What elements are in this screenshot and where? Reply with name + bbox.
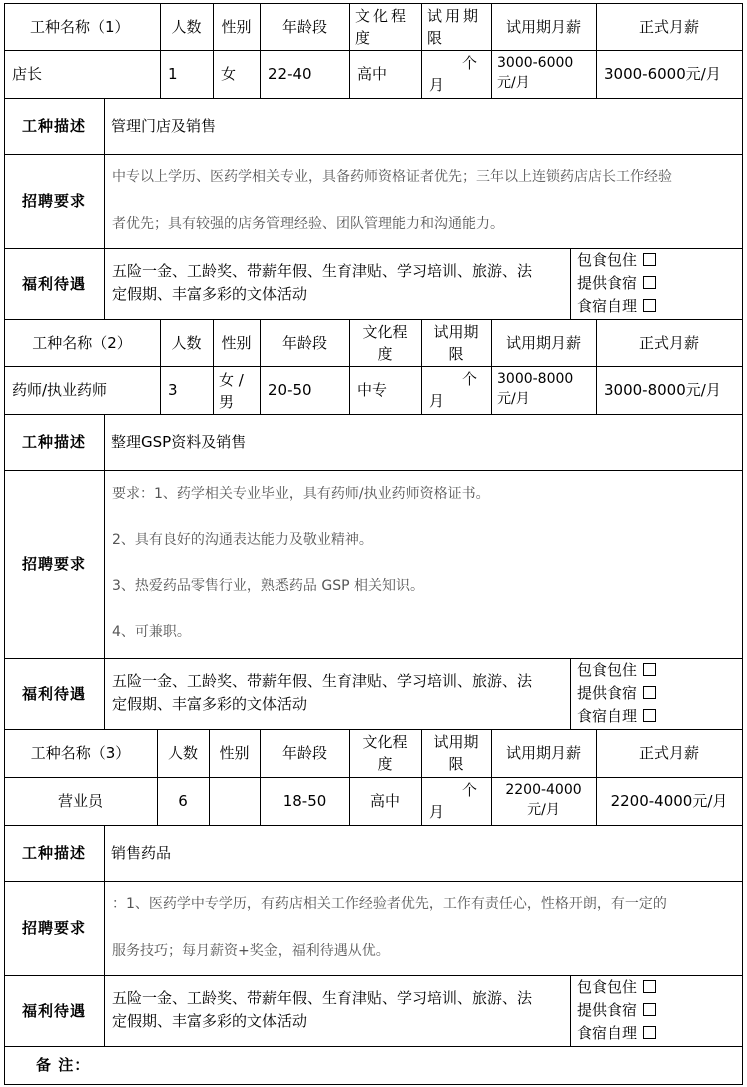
job1-age: 22-40 [268, 65, 312, 83]
job3-count-header: 人数 [167, 744, 198, 762]
checkbox-icon[interactable] [643, 1003, 656, 1016]
job3-desc-label: 工种描述 [21, 844, 86, 862]
job2-desc: 整理GSP资料及销售 [111, 433, 247, 451]
table-border-right [742, 3, 743, 1085]
job3-benefit-text: 五险一金、工龄奖、带薪年假、生育津贴、学习培训、旅游、法 定假期、丰富多彩的文体活动 [112, 989, 533, 1030]
checkbox-icon[interactable] [643, 709, 656, 722]
job2-trial-header: 试用期 限 [433, 323, 479, 363]
job2-benefit-options [577, 659, 742, 729]
job3-benefit-options [577, 976, 742, 1046]
job2-edu: 中专 [357, 381, 388, 399]
job2-formal-salary-header: 正式月薪 [638, 333, 699, 352]
job2-edu-header: 文化程 度 [362, 323, 408, 363]
job1-option-1[interactable]: 包食包住 [577, 249, 742, 272]
job1-count: 1 [168, 65, 178, 83]
job2-count-header: 人数 [171, 333, 202, 352]
job2-req-label: 招聘要求 [21, 555, 86, 573]
job3-option-3[interactable]: 食宿自理 [577, 1022, 742, 1045]
job1-benefit-text: 五险一金、工龄奖、带薪年假、生育津贴、学习培训、旅游、法 定假期、丰富多彩的文体活动 [112, 262, 533, 303]
job1-trial-salary-header: 试用期月薪 [505, 17, 581, 36]
job1-req: 中专以上学历、医药学相关专业，具备药师资格证者优先；三年以上连锁药店店长工作经验 者优先；具有较强的店务管理经验、团队管理能力和沟通能力。 [112, 169, 672, 232]
job3-req: ：1、医药学中专学历，有药店相关工作经验者优先，工作有责任心，性格开朗，有一定的 服务技巧；每月薪资+奖金，福利待遇从优。 [112, 896, 667, 959]
job2-option-1[interactable]: 包食包住 [577, 659, 742, 682]
job2-option-2[interactable]: 提供食宿 [577, 682, 742, 705]
job1-req-label: 招聘要求 [21, 192, 86, 210]
job2-formal-salary: 3000-8000元/月 [604, 381, 721, 399]
checkbox-icon[interactable] [643, 686, 656, 699]
job1-count-header: 人数 [171, 17, 202, 36]
job2-age: 20-50 [268, 381, 312, 399]
job2-trial-salary: 3000-8000 元/月 [497, 371, 574, 407]
job2-name: 药师/执业药师 [12, 381, 108, 399]
job1-name-header: 工种名称（1） [30, 17, 130, 36]
job2-option-3[interactable]: 食宿自理 [577, 705, 742, 728]
job3-name-header: 工种名称（3） [30, 744, 131, 762]
job3-option-2[interactable]: 提供食宿 [577, 999, 742, 1022]
job3-option-1[interactable]: 包食包住 [577, 976, 742, 999]
job1-desc: 管理门店及销售 [111, 117, 217, 135]
job3-gender [209, 777, 260, 825]
job3-benefit-label: 福利待遇 [21, 1001, 86, 1020]
job1-age-header: 年龄段 [281, 17, 327, 36]
checkbox-icon[interactable] [643, 1026, 656, 1039]
checkbox-icon[interactable] [643, 663, 656, 676]
job2-count: 3 [168, 381, 178, 399]
job3-trial-salary: 2200-4000 元/月 [505, 782, 582, 818]
job1-trial-salary: 3000-6000 元/月 [497, 55, 574, 91]
job2-desc-label: 工种描述 [21, 433, 86, 451]
job1-edu-header: 文化程 度 [355, 7, 410, 47]
table-border-bottom [4, 1084, 743, 1085]
job3-formal-salary: 2200-4000元/月 [610, 792, 728, 810]
job1-option-3[interactable]: 食宿自理 [577, 295, 742, 318]
job3-edu-header: 文化程 度 [362, 733, 408, 773]
job3-trial-period: 个 月 [429, 781, 477, 821]
job1-gender: 女 [221, 65, 237, 83]
job3-age-header: 年龄段 [281, 744, 327, 762]
job1-formal-salary-header: 正式月薪 [638, 17, 699, 36]
recruitment-table [4, 3, 743, 1085]
checkbox-icon[interactable] [643, 299, 656, 312]
job3-req-label: 招聘要求 [21, 919, 86, 937]
job3-desc: 销售药品 [111, 844, 172, 862]
job2-req: 要求：1、药学相关专业毕业，具有药师/执业药师资格证书。 2、具有良好的沟通表达能力及敬业精神。 3、热爱药品零售行业，熟悉药品 GSP 相关知识。 4、可兼职。 [112, 486, 490, 640]
job3-trial-header: 试用期 限 [433, 733, 479, 773]
job3-count: 6 [178, 792, 188, 810]
note-label: 备 注： [36, 1056, 91, 1074]
job1-benefit-label: 福利待遇 [21, 274, 86, 293]
job3-age: 18-50 [282, 792, 327, 810]
job2-gender-header: 性别 [221, 333, 252, 352]
job3-name: 营业员 [57, 792, 103, 810]
job2-gender: 女 / 男 [219, 371, 244, 411]
checkbox-icon[interactable] [643, 276, 656, 289]
job1-option-2[interactable]: 提供食宿 [577, 272, 742, 295]
job2-benefit-label: 福利待遇 [21, 684, 86, 703]
job2-trial-period: 个 月 [429, 370, 477, 410]
job3-formal-salary-header: 正式月薪 [638, 744, 699, 762]
checkbox-icon[interactable] [643, 980, 656, 993]
job1-trial-header: 试用期 限 [427, 7, 482, 47]
job1-benefit-options [577, 249, 742, 319]
job1-gender-header: 性别 [221, 17, 252, 36]
job1-desc-label: 工种描述 [21, 117, 86, 135]
job2-trial-salary-header: 试用期月薪 [505, 333, 581, 352]
job2-benefit-text: 五险一金、工龄奖、带薪年假、生育津贴、学习培训、旅游、法 定假期、丰富多彩的文体活动 [112, 672, 533, 713]
job1-edu: 高中 [357, 65, 388, 83]
job1-formal-salary: 3000-6000元/月 [604, 65, 721, 83]
job2-age-header: 年龄段 [281, 333, 327, 352]
job3-trial-salary-header: 试用期月薪 [505, 744, 581, 762]
job3-gender-header: 性别 [219, 744, 250, 762]
checkbox-icon[interactable] [643, 253, 656, 266]
job1-trial-period: 个 月 [429, 54, 477, 94]
job2-name-header: 工种名称（2） [32, 333, 132, 352]
job3-edu: 高中 [369, 792, 400, 810]
job1-name: 店长 [12, 65, 43, 83]
